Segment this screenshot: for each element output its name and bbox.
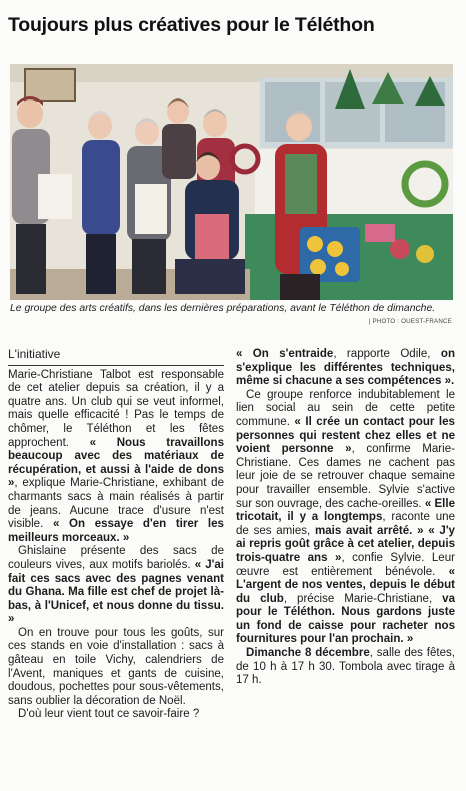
body-text: , rapporte Odile, — [333, 348, 441, 360]
right-column-body — [236, 348, 455, 688]
quote-text: « On essaye d'en tirer les meilleurs morceaux. » — [8, 518, 224, 544]
quote-text: « L'argent de nos ventes, depuis le début du club — [236, 565, 455, 605]
quote-text: « On s'entraide — [236, 348, 334, 360]
body-text: , confie Sylvie. Leur œuvre est entièrement bénévole. — [236, 551, 455, 578]
headline: Toujours plus créatives pour le Téléthon — [8, 14, 375, 36]
section-kicker: L'initiative — [8, 348, 224, 366]
quote-text: « J'ai fait ces sacs avec des pagnes venant du Ghana. Ma fille est chef de projet là-bas, à l'Unicef, et nous donne du tissu. » — [8, 558, 224, 626]
group-photo — [10, 64, 453, 300]
quote-text: « Nous travaillons beaucoup avec des matériaux de récupération, et aussi à l'aide de dons » — [8, 436, 224, 490]
body-text: , confirme Marie-Christiane. Ces dames ne cachent pas leur joie de se retrouver chaque semaine pour travailler ensemble. Sylvie s'active sur son ouvrage, des cache-oreilles. — [236, 443, 455, 510]
body-text: On en trouve pour tous les goûts, sur ces stands en voie d'installation : sacs à gâteau en toile Vichy, calendriers de l'Avent, maniques et gants de cuisine, doudous, pochettes pour sous-vêtements, sans oublier la décoration de Noël. — [8, 626, 224, 707]
photo-credit: | PHOTO : OUEST-FRANCE — [368, 318, 452, 325]
body-text: , précise Marie-Christiane, — [283, 592, 443, 605]
body-text: Ce groupe renforce indubitablement le lien social au sein de cette petite commune. — [236, 388, 455, 428]
paragraph — [236, 647, 455, 688]
photo-caption: Le groupe des arts créatifs, dans les dernières préparations, avant le Téléthon de dimanche. — [10, 303, 436, 314]
quote-text: va pour le Téléthon. Nous gardons juste un fond de caisse pour racheter nos fournitures pour l'an prochain. » — [236, 592, 455, 646]
body-text: , salle des fêtes, de 10 h à 17 h 30. Tombola avec tirage à 17 h. — [236, 647, 455, 687]
quote-text: « Il crée un contact pour les personnes qui restent chez elles et ne voient personne » — [236, 415, 455, 456]
article-column-right — [236, 348, 455, 688]
paragraph — [8, 708, 224, 722]
body-text: Marie-Christiane Talbot est responsable de cet atelier depuis sa création, il y a quatre ans. Un club qui se veut informel, mais quelle efficacité ! Pas le temps de chômer, le Téléthon et les fêtes approchent. — [8, 368, 224, 449]
quote-text: « Elle tricotait, il y a longtemps — [236, 497, 456, 524]
quote-text: « J'y ai repris goût grâce à cet atelier, depuis trois-quatre ans » — [236, 524, 455, 564]
paragraph — [8, 545, 224, 627]
paragraph — [236, 348, 455, 389]
quote-text: mais avait arrêté. » — [314, 524, 424, 537]
quote-text: on s'explique les différentes techniques, même si chacune a ses compétences ». — [236, 348, 455, 388]
paragraph — [236, 389, 455, 647]
article-column-left — [8, 348, 224, 722]
paragraph — [8, 627, 224, 709]
body-text: , explique Marie-Christiane, exhibant de charmants sacs à main réalisés à partir de jeans. Aucune trace d'usure n'est visible. — [8, 477, 224, 531]
quote-text: Dimanche 8 décembre — [246, 647, 370, 660]
paragraph — [8, 369, 224, 546]
body-text: , raconte une de ses amies, — [236, 511, 455, 537]
body-text: Ghislaine présente des sacs de couleurs vives, aux motifs bariolés. — [8, 545, 224, 571]
body-text: D'où leur vient tout ce savoir-faire ? — [18, 708, 200, 721]
left-column-body — [8, 369, 224, 722]
